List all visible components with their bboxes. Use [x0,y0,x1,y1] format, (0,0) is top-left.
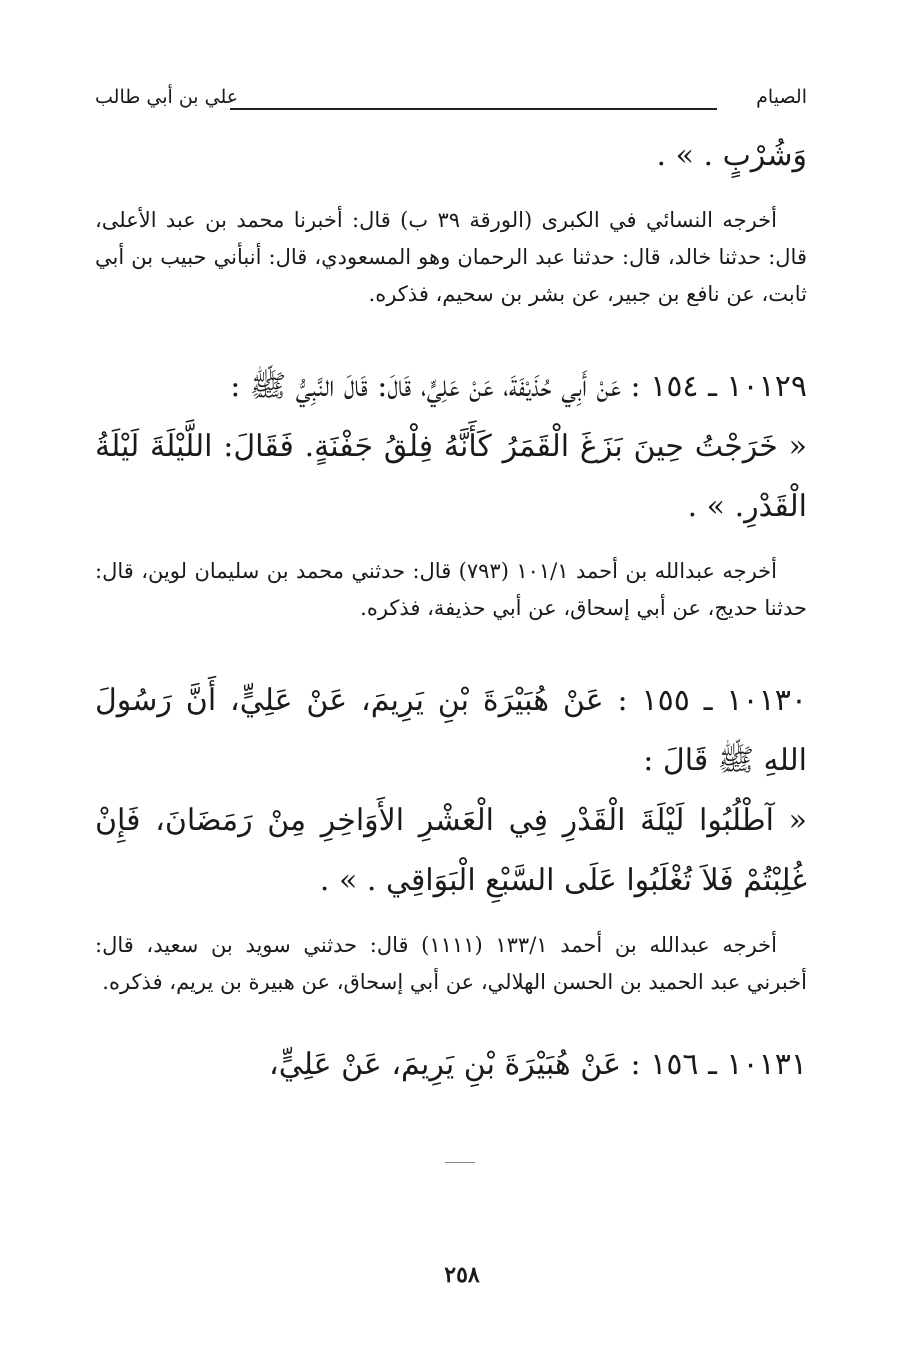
spacer [95,186,807,202]
hadith-10129-matn: « خَرَجْتُ حِينَ بَزَغَ الْقَمَرُ كَأَنَّهُ فِلْقُ جَفْنَةٍ. فَقَالَ: اللَّيْلَةَ لَيْلَةُ الْقَدْرِ. » . [95,429,807,524]
hadith-10129-heading [95,357,807,417]
spacer [95,537,807,553]
spacer [95,313,807,357]
hadith-10130-number: ١٠١٣٠ ـ ١٥٥ : [617,683,807,718]
takhrij-paragraph-3: أخرجه عبدالله بن أحمد ١٣٣/١ (١١١١) قال: حدثني سويد بن سعيد، قال: أخبرني عبد الحميد بن الحسن الهلالي، عن أبي إسحاق، عن هبيرة بن يريم، فذكره. [95,933,807,994]
hadith-10130-heading [95,671,807,791]
spacer [95,627,807,671]
page-number: ٢٥٨ [444,1262,480,1288]
book-page [95,86,807,1316]
continuation-text: وَشُرْبٍ . » . [656,138,807,173]
hadith-10130-matn: « آطْلُبُوا لَيْلَةَ الْقَدْرِ فِي الْعَشْرِ الأَوَاخِرِ مِنْ رَمَضَانَ، فَإِنْ غُلِبْتُمْ فَلاَ تُغْلَبُوا عَلَى السَّبْعِ الْبَوَاقِي . » . [95,803,807,898]
takhrij-paragraph-2: أخرجه عبدالله بن أحمد ١٠١/١ (٧٩٣) قال: حدثني محمد بن سليمان لوين، قال: حدثنا حديج، عن أبي إسحاق، عن أبي حذيفة، فذكره. [95,559,807,620]
hadith-10131-number: ١٠١٣١ ـ ١٥٦ : [630,1047,807,1082]
section-title: الصيام [756,86,807,108]
hadith-10130-isnad: عَنْ هُبَيْرَةَ بْنِ يَرِيمَ، عَنْ عَلِيٍّ، أَنَّ رَسُولَ اللهِ ﷺ قَالَ : [95,683,807,778]
book-title: علي بن أبي طالب [95,86,239,108]
hadith-10131-heading [95,1035,807,1095]
spacer [95,911,807,927]
hadith-10131-isnad: عَنْ هُبَيْرَةَ بْنِ يَرِيمَ، عَنْ عَلِيٍّ، [269,1047,621,1082]
takhrij-paragraph-1: أخرجه النسائي في الكبرى (الورقة ٣٩ ب) قال: أخبرنا محمد بن عبد الأعلى، قال: حدثنا خالد، قال: حدثنا عبد الرحمان وهو المسعودي، قال: أنبأني حبيب بن أبي ثابت، عن نافع بن جبير، عن بشر بن سحيم، فذكره. [95,208,807,306]
header-rule [230,108,717,110]
spacer [95,1001,807,1035]
hadith-10129-number: ١٠١٢٩ ـ ١٥٤ : [630,369,807,404]
hadith-10129-isnad: عَنْ أَبِي حُذَيْفَةَ، عَنْ عَلِيٍّ، قَالَ: قَالَ النَّبِيُّ ﷺ : [230,369,621,404]
running-header [95,86,807,126]
footnote-mark [445,1162,475,1163]
